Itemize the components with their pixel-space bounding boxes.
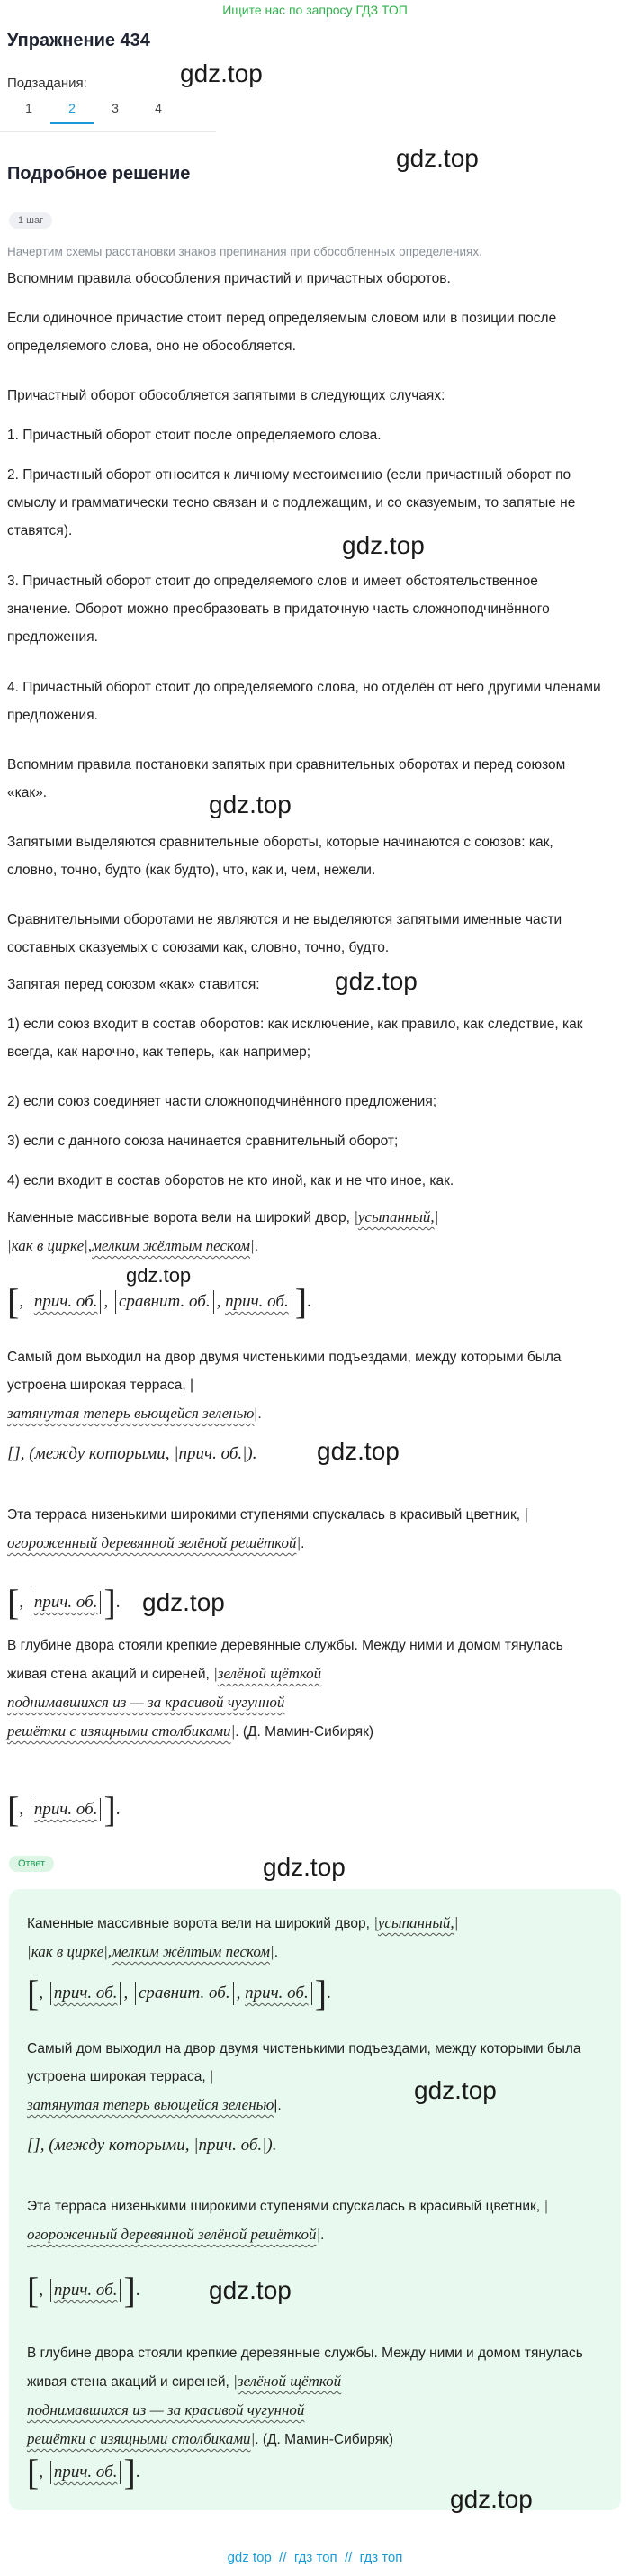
tab-divider [0,131,216,132]
example-sentence-3: Эта терраса низенькими широкими ступенями спускалась в красивый цветник, |огороженный деревянной зелёной решёткой|. [7,1505,529,1551]
answer-sentence-2: Самый дом выходил на двор двумя чистенькими подъездами, между которыми была устроена широкая терраса, | затянутая теперь вьющейся зеленью|. [27,2041,581,2113]
watermark: gdz.top [126,1264,192,1287]
footer-links [0,2550,630,2565]
paragraph: 4. Причастный оборот стоит до определяемого слова, но отделён от него другими членами предложения. [7,680,601,723]
paragraph: 3) если с данного союза начинается сравнительный оборот; [7,1134,399,1149]
example-sentence-2: Самый дом выходил на двор двумя чистенькими подъездами, между которыми была устроена широкая терраса, | затянутая теперь вьющейся зеленью|. [7,1350,562,1422]
subtasks-label: Подзадания: [7,76,87,91]
paragraph: 2) если союз соединяет части сложноподчинённого предложения; [7,1094,437,1109]
watermark: gdz.top [209,2276,292,2304]
scheme-2: [], (между которыми, |прич. об.|). [7,1444,257,1463]
paragraph: Вспомним правила обособления причастий и причастных оборотов. [7,271,451,286]
watermark: gdz.top [342,531,425,559]
watermark: gdz.top [142,1588,225,1616]
page-title: Упражнение 434 [7,31,150,50]
paragraph: 4) если входит в состав оборотов не кто иной, как и не что иное, как. [7,1173,454,1189]
paragraph: 3. Причастный оборот стоит до определяемого слов и имеет обстоятельственное значение. Оборот можно преобразовать в придаточную часть сложноподчинённого предложения. [7,574,550,645]
watermark: gdz.top [335,967,418,995]
footer-separator: // [344,2550,353,2565]
tab-subtask-2[interactable]: 2 [50,101,94,124]
paragraph: Если одиночное причастие стоит перед определяемым словом или в позиции после определяемого слова, оно не обособляется. [7,311,557,354]
search-banner: Ищите нас по запросу ГДЗ ТОП [222,3,408,17]
paragraph: Запятая перед союзом «как» ставится: [7,977,260,992]
paragraph: 2. Причастный оборот относится к личному местоимению (если причастный оборот по смыслу и грамматически тесно связан и с подлежащим, и со сказуемым, то запятые не ставятся). [7,467,576,538]
paragraph: 1) если союз входит в состав оборотов: как исключение, как правило, как следствие, как всегда, как нарочно, как теперь, как например; [7,1017,583,1060]
watermark: gdz.top [180,59,263,87]
scheme-1: [ , прич. об. , сравнит. об. , прич. об. ] . [7,1281,311,1322]
answer-scheme-4: [ , прич. об. ] . [27,2452,140,2492]
tab-subtask-3[interactable]: 3 [112,101,119,115]
scheme-3: [ , прич. об. ] . [7,1582,121,1622]
paragraph: Запятыми выделяются сравнительные обороты, которые начинаются с союзов: как, словно, точно, будто (как будто), что, как и, чем, нежели. [7,835,554,878]
answer-badge: Ответ [9,1856,54,1872]
watermark: gdz.top [317,1437,400,1465]
solution-note: Начертим схемы расстановки знаков препинания при обособленных определениях. [7,245,482,258]
step-badge: 1 шаг [9,212,52,229]
example-sentence-1: Каменные массивные ворота вели на широкий двор, |усыпанный,| |как в цирке|,мелким жёлтым песком|. [7,1208,439,1254]
footer-link[interactable]: gdz top [227,2550,272,2565]
tab-subtask-1[interactable]: 1 [25,101,32,115]
footer-separator: // [279,2550,287,2565]
watermark: gdz.top [414,2076,497,2104]
paragraph: Вспомним правила постановки запятых при сравнительных оборотах и перед союзом «как». [7,757,566,800]
footer-link[interactable]: гдз топ [359,2550,403,2565]
answer-sentence-4: В глубине двора стояли крепкие деревянные службы. Между ними и домом тянулась живая стена акаций и сиреней, |зелёной щёткой поднимавшихся из — за красивой чугунной решётки с изящными столбиками|. (Д. Мамин-Сибиряк) [27,2346,583,2447]
answer-sentence-3: Эта терраса низенькими широкими ступенями спускалась в красивый цветник, |огороженный деревянной зелёной решёткой|. [27,2197,549,2243]
watermark: gdz.top [396,144,479,172]
paragraph: Причастный оборот обособляется запятыми в следующих случаях: [7,388,446,403]
paragraph: 1. Причастный оборот стоит после определяемого слова. [7,428,382,443]
example-sentence-4: В глубине двора стояли крепкие деревянные службы. Между ними и домом тянулась живая стена акаций и сиреней, |зелёной щёткой поднимавшихся из — за красивой чугунной решётки с изящными столбиками|. (Д. Мамин-Сибиряк) [7,1638,563,1740]
answer-scheme-1: [ , прич. об. , сравнит. об. , прич. об. ] . [27,1973,331,2013]
watermark: gdz.top [209,791,292,818]
scheme-4: [ , прич. об. ] . [7,1789,121,1830]
section-title: Подробное решение [7,164,191,184]
footer-link[interactable]: гдз топ [293,2550,338,2565]
paragraph: Сравнительными оборотами не являются и не выделяются запятыми именные части составных сказуемых с союзами как, словно, точно, будто. [7,912,562,955]
watermark: gdz.top [450,2485,533,2513]
tab-subtask-4[interactable]: 4 [155,101,162,115]
answer-scheme-3: [ , прич. об. ] . [27,2270,140,2310]
answer-scheme-2: [], (между которыми, |прич. об.|). [27,2136,277,2155]
watermark: gdz.top [263,1853,346,1881]
subtask-tabs [7,101,180,124]
answer-sentence-1: Каменные массивные ворота вели на широкий двор, |усыпанный,| |как в цирке|,мелким жёлтым песком|. [27,1914,459,1960]
